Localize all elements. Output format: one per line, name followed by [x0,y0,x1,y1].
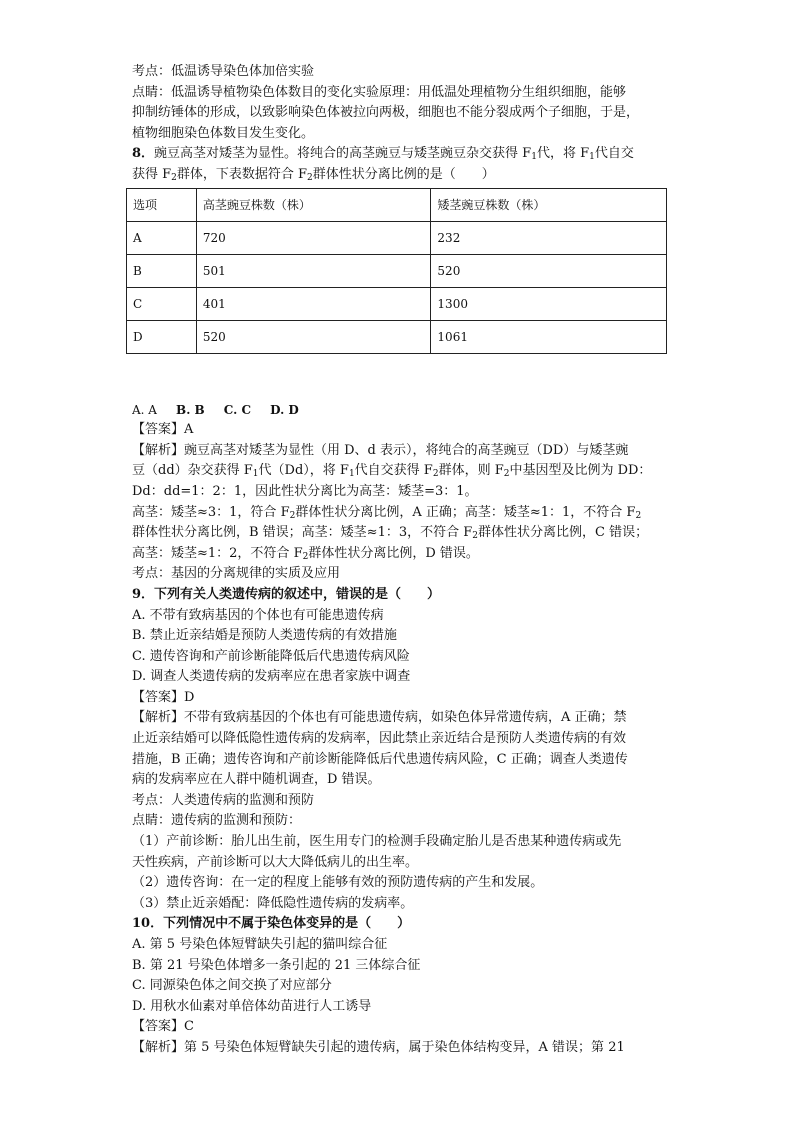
table-cell: 232 [431,221,667,254]
q9-answer: 【答案】D [132,689,195,705]
q8-analysis-line: Dd：dd=1：2：1，因此性状分离比为高茎：矮茎=3：1。 [132,483,478,499]
q9-analysis-line: 止近亲结婚可以降低隐性遗传病的发病率，因此禁止亲近结合是预防人类遗传病的有效 [132,731,627,747]
q9-stem: 9．下列有关人类遗传病的叙述中，错误的是（ ） [132,586,441,602]
q7-dianjing-line: 植物细胞染色体数目发生变化。 [132,125,315,141]
table-cell: 520 [431,254,667,287]
q9-option-c: C. 遗传咨询和产前诊断能降低后代患遗传病风险 [132,648,410,664]
q9-dianjing: 点睛：遗传病的监测和预防： [132,813,302,829]
q8-analysis-line: 高茎：矮茎≈1：2，不符合 $F_2$群体性状分离比例，D 错误。 [132,545,479,562]
q9-point: （1）产前诊断：胎儿出生前，医生用专门的检测手段确定胎儿是否患某种遗传病或先 [132,834,622,850]
q9-point: 天性疾病，产前诊断可以大大降低病儿的出生率。 [132,854,419,870]
q7-dianjing-line: 抑制纺锤体的形成，以致影响染色体被拉向两极，细胞也不能分裂成两个子细胞，于是， [132,105,640,121]
q8-data-table [126,188,667,354]
q10-stem: 10．下列情况中不属于染色体变异的是（ ） [132,916,411,932]
table-cell: 401 [196,287,431,320]
q8-answer: 【答案】A [132,422,194,438]
q8-analysis-line: 豆（dd）杂交获得 $F_1$代（Dd），将 $F_1$代自交获得 $F_2$群体，则 $F_2$中基因型及比例为 DD： [132,463,652,480]
table-header-cell: 选项 [127,188,197,221]
q10-option-b: B. 第 21 号染色体增多一条引起的 21 三体综合征 [132,957,421,973]
table-cell: 1300 [431,287,667,320]
q8-kaodian: 考点：基因的分离规律的实质及应用 [132,566,341,582]
q9-point: （2）遗传咨询：在一定的程度上能够有效的预防遗传病的产生和发展。 [132,875,544,891]
q8-stem-line1: 8．豌豆高茎对矮茎为显性。将纯合的高茎豌豆与矮茎豌豆杂交获得 $F_1$代，将 $F_1$代自交 [132,146,634,163]
table-row [127,320,667,353]
table-cell: D [127,320,197,353]
table-cell: 520 [196,320,431,353]
q8-choices: A. A B. B C. C D. D [132,402,299,417]
q9-kaodian: 考点：人类遗传病的监测和预防 [132,792,315,808]
q9-point: （3）禁止近亲婚配：降低隐性遗传病的发病率。 [132,895,414,911]
table-header-cell: 高茎豌豆株数（株） [196,188,431,221]
q10-option-a: A. 第 5 号染色体短臂缺失引起的猫叫综合征 [132,937,388,952]
q7-dianjing-line: 点睛：低温诱导植物染色体数目的变化实验原理：用低温处理植物分生组织细胞，能够 [132,84,627,100]
q9-analysis-line: 措施，B 正确；遗传咨询和产前诊断能降低后代患遗传病风险，C 正确；调查人类遗传 [132,751,628,767]
q10-option-c: C. 同源染色体之间交换了对应部分 [132,978,332,994]
table-cell: B [127,254,197,287]
table-row [127,287,667,320]
q9-analysis-line: 【解析】不带有致病基因的个体也有可能患遗传病，如染色体异常遗传病，A 正确；禁 [132,710,627,726]
table-header-cell: 矮茎豌豆株数（株） [431,188,667,221]
q8-analysis-line: 【解析】豌豆高茎对矮茎为显性（用 D、d 表示），将纯合的高茎豌豆（DD）与矮茎豌 [132,442,629,458]
q8-stem-line2: 获得 $F_2$群体，下表数据符合 $F_2$群体性状分离比例的是（ ） [132,166,495,183]
q10-answer: 【答案】C [132,1019,194,1035]
q8-analysis-line: 高茎：矮茎≈3：1，符合 $F_2$群体性状分离比例，A 正确；高茎：矮茎≈1：1，不符合 $F_2$ [132,504,642,521]
q9-option-b: B. 禁止近亲结婚是预防人类遗传病的有效措施 [132,628,397,644]
table-cell: A [127,221,197,254]
table-header-row [127,188,667,221]
table-row [127,221,667,254]
q9-analysis-line: 病的发病率应在人群中随机调查，D 错误。 [132,772,381,788]
table-cell: 1061 [431,320,667,353]
q9-option-a: A. 不带有致病基因的个体也有可能患遗传病 [132,607,384,623]
table-row [127,254,667,287]
table-cell: 720 [196,221,431,254]
q9-option-d: D. 调查人类遗传病的发病率应在患者家族中调查 [132,669,411,685]
q7-kaodian: 考点：低温诱导染色体加倍实验 [132,64,315,79]
q8-number: 8． [132,146,155,162]
q10-option-d: D. 用秋水仙素对单倍体幼苗进行人工诱导 [132,998,372,1014]
q8-analysis-line: 群体性状分离比例，B 错误；高茎：矮茎≈1：3，不符合 $F_2$群体性状分离比例，C 错误； [132,525,649,542]
q10-analysis-line: 【解析】第 5 号染色体短臂缺失引起的遗传病，属于染色体结构变异，A 错误；第 21 [132,1039,625,1055]
document-page [132,62,672,1059]
table-cell: C [127,287,197,320]
table-cell: 501 [196,254,431,287]
